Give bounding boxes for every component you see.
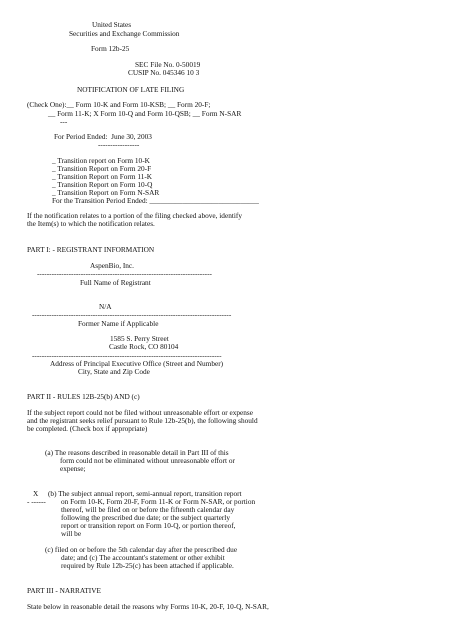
check-one-line2: __ Form 11-K; X Form 10-Q and Form 10-QSB; __ Form N-SAR xyxy=(48,109,242,118)
item-b-line2: on Form 10-K, Form 20-F, Form 11-K or Form N-SAR, or portion xyxy=(61,497,256,506)
transition-10k: _ Transition report on Form 10-K xyxy=(52,156,150,165)
rule-1: ------------------------------------------------------------------------ xyxy=(37,269,212,278)
item-b-line4: following the prescribed due date; or the subject quarterly xyxy=(61,513,230,522)
item-a-line1: (a) The reasons described in reasonable detail in Part III of this xyxy=(45,448,229,457)
sec-file-number: SEC File No. 0-50019 xyxy=(135,60,201,69)
former-name-caption: Former Name if Applicable xyxy=(78,319,159,328)
rule-2: ---------------------------------------------------------------------------------- xyxy=(32,310,232,319)
header-united-states: United States xyxy=(92,20,132,29)
registrant-name: AspenBio, Inc. xyxy=(90,261,134,270)
part2-intro-1: If the subject report could not be filed without unreasonable effort or expense xyxy=(27,408,253,417)
check-one-line1: (Check One):__ Form 10-K and Form 10-KSB; __ Form 20-F; xyxy=(27,100,211,109)
item-c-line1: (c) filed on or before the 5th calendar day after the prescribed due xyxy=(45,545,238,554)
document-title: NOTIFICATION OF LATE FILING xyxy=(77,85,185,94)
address-caption: Address of Principal Executive Office (Street and Number) xyxy=(50,359,224,368)
header-sec: Securities and Exchange Commission xyxy=(69,29,180,38)
form-number: Form 12b-25 xyxy=(91,44,130,53)
part3-heading: PART III - NARRATIVE xyxy=(27,586,101,595)
period-rule: ----------------- xyxy=(98,140,140,149)
rule-3: ------------------------------------------------------------------------------ xyxy=(32,351,222,360)
notice-line1: If the notification relates to a portion of the filing checked above, identify xyxy=(27,211,242,220)
address-city: Castle Rock, CO 80104 xyxy=(109,342,179,351)
checkbox-mark: X xyxy=(33,489,39,498)
item-b-line3: thereof, will be filed on or before the fifteenth calendar day xyxy=(61,505,235,514)
item-a-line2: form could not be eliminated without unreasonable effort or xyxy=(60,456,235,465)
notice-line2: the Item(s) to which the notification relates. xyxy=(27,219,155,228)
item-b-line5: report or transition report on Form 10-Q, or portion thereof, xyxy=(61,521,236,530)
item-b-line1: (b) The subject annual report, semi-annual report, transition report xyxy=(48,489,242,498)
transition-20f: _ Transition Report on Form 20-F xyxy=(52,164,152,173)
item-c-line3: required by Rule 12b-25(c) has been attached if applicable. xyxy=(61,561,234,570)
item-c-line2: date; and (c) The accountant's statement or other exhibit xyxy=(61,553,225,562)
check-one-line3: --- xyxy=(60,117,68,126)
part2-intro-3: be completed. (Check box if appropriate) xyxy=(27,424,148,433)
item-b-line6: will be xyxy=(61,529,82,538)
registrant-name-caption: Full Name of Registrant xyxy=(80,278,151,287)
address-street: 1585 S. Perry Street xyxy=(110,334,169,343)
address-caption-2: City, State and Zip Code xyxy=(78,367,150,376)
cusip-number: CUSIP No. 045346 10 3 xyxy=(128,68,200,77)
transition-11k: _ Transition Report on Form 11-K xyxy=(52,172,153,181)
period-ended: For Period Ended: June 30, 2003 xyxy=(54,132,152,141)
transition-period-ended: For the Transition Period Ended: ______________________________ xyxy=(52,196,259,205)
part1-heading: PART I: - REGISTRANT INFORMATION xyxy=(27,245,155,254)
former-name: N/A xyxy=(99,302,112,311)
checkbox-dash: - ------ xyxy=(27,497,46,506)
item-a-line3: expense; xyxy=(60,464,86,473)
part3-text: State below in reasonable detail the reasons why Forms 10-K, 20-F, 10-Q, N-SAR, xyxy=(27,602,269,611)
part2-heading: PART II - RULES 12B-25(b) AND (c) xyxy=(27,392,140,401)
part2-intro-2: and the registrant seeks relief pursuant to Rule 12b-25(b), the following should xyxy=(27,416,258,425)
transition-nsar: _ Transition Report on Form N-SAR xyxy=(52,188,160,197)
transition-10q: _ Transition Report on Form 10-Q xyxy=(52,180,153,189)
